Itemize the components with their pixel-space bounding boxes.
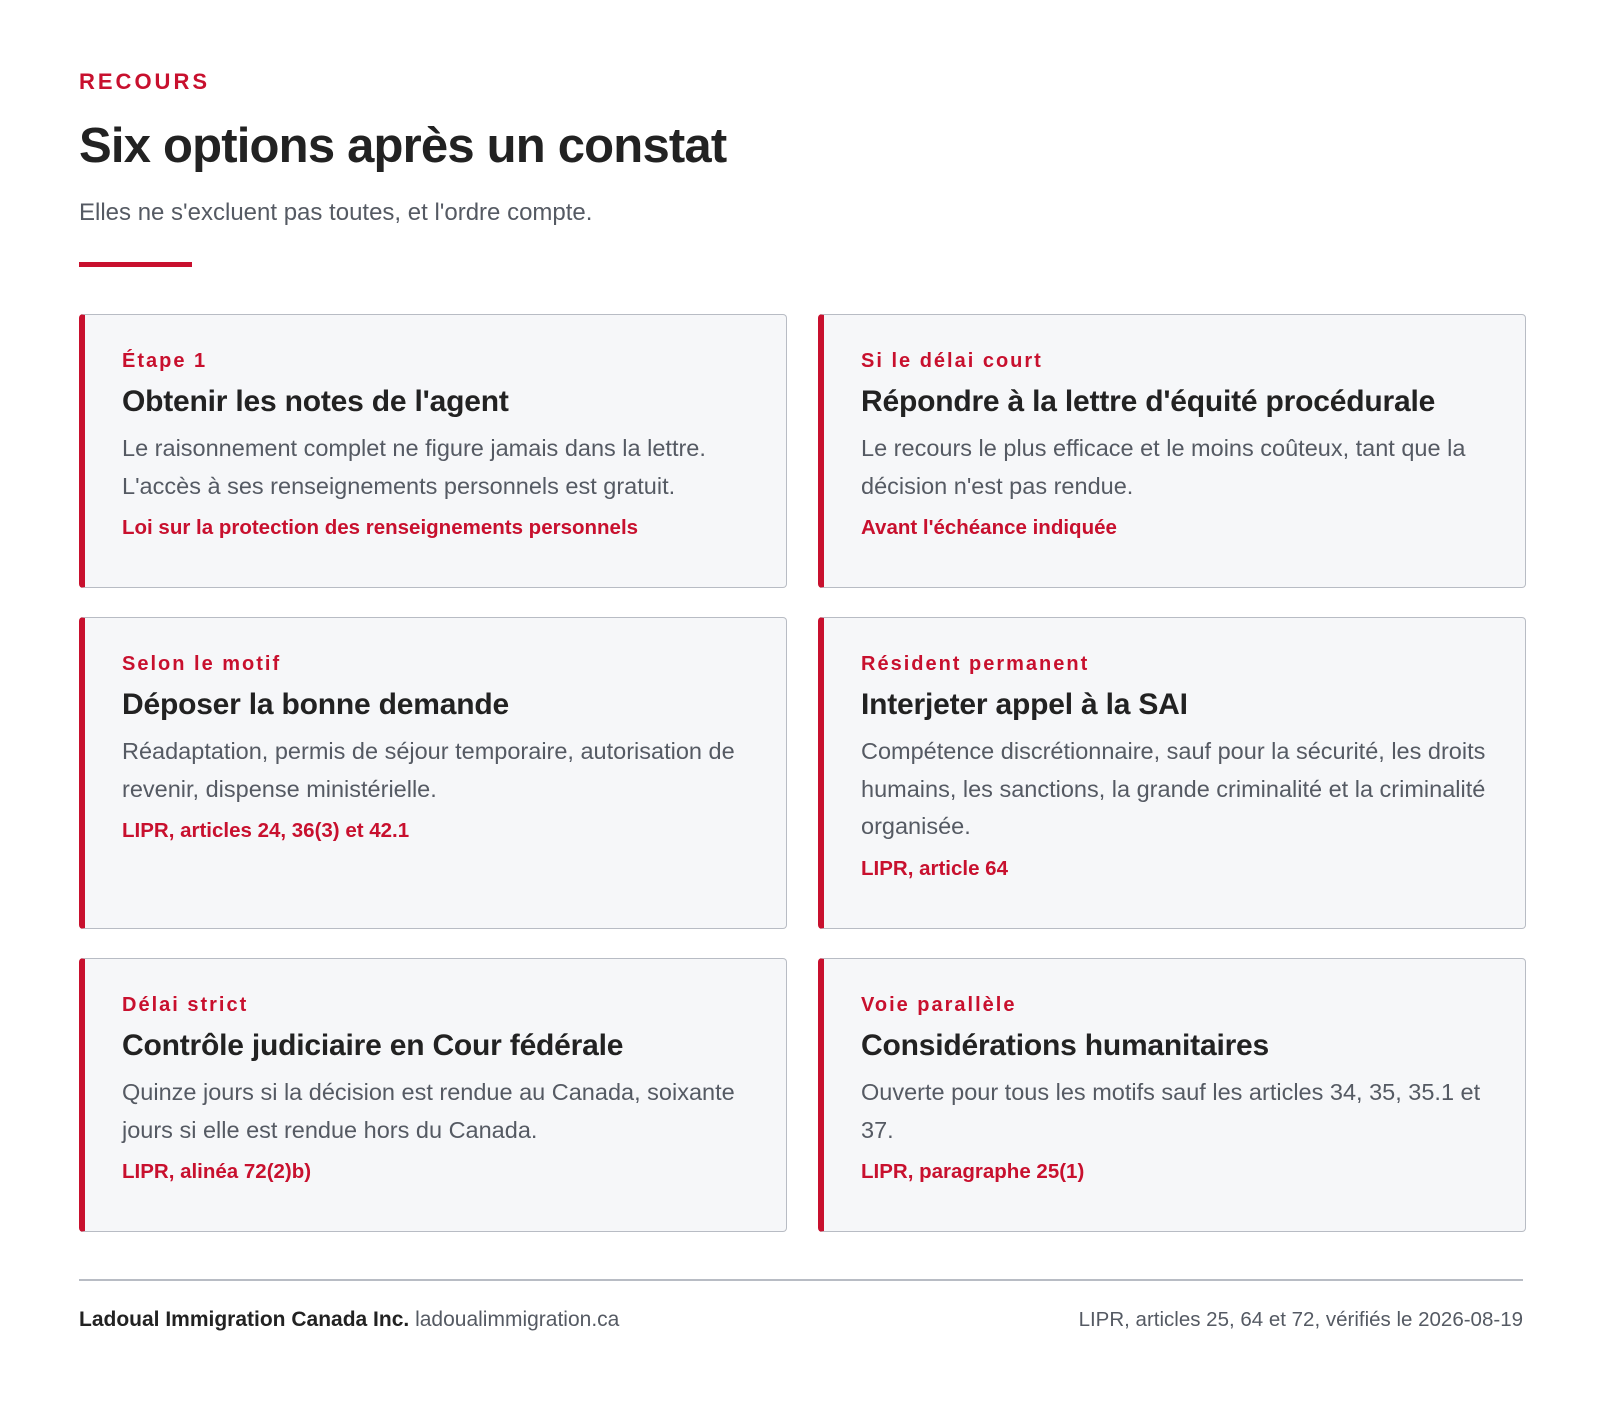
card-reference: LIPR, articles 24, 36(3) et 42.1	[122, 819, 410, 842]
card-body: Le recours le plus efficace et le moins coûteux, tant que la décision n'est pas rendue.	[861, 435, 1466, 499]
option-card-humanitarian	[818, 958, 1526, 1232]
card-heading: Contrôle judiciaire en Cour fédérale	[122, 1029, 624, 1062]
option-card-judicial-review	[79, 958, 787, 1232]
card-body: Compétence discrétionnaire, sauf pour la sécurité, les droits humains, les sanctions, la grande criminalité et la criminalité organisée.	[861, 738, 1486, 839]
card-tag: Voie parallèle	[861, 994, 1017, 1016]
eyebrow-label: RECOURS	[79, 69, 211, 94]
card-body: Le raisonnement complet ne figure jamais dans la lettre. L'accès à ses renseignements personnels est gratuit.	[122, 435, 706, 499]
footer-divider	[79, 1279, 1523, 1281]
option-card-iad-appeal	[818, 617, 1526, 929]
card-heading: Déposer la bonne demande	[122, 688, 509, 721]
card-heading: Considérations humanitaires	[861, 1029, 1270, 1062]
accent-divider	[79, 262, 192, 267]
card-heading: Obtenir les notes de l'agent	[122, 385, 509, 418]
card-tag: Résident permanent	[861, 653, 1090, 675]
page	[79, 0, 1523, 1401]
card-reference: Avant l'échéance indiquée	[861, 516, 1117, 539]
page-title: Six options après un constat	[79, 119, 727, 173]
page-subtitle: Elles ne s'excluent pas toutes, et l'ordre compte.	[79, 199, 593, 226]
card-body: Ouverte pour tous les motifs sauf les articles 34, 35, 35.1 et 37.	[861, 1079, 1481, 1143]
card-body: Quinze jours si la décision est rendue au Canada, soixante jours si elle est rendue hors du Canada.	[122, 1079, 735, 1143]
footer-website: ladoualimmigration.ca	[415, 1308, 620, 1331]
card-heading: Répondre à la lettre d'équité procédurale	[861, 385, 1436, 418]
footer-source-note: LIPR, articles 25, 64 et 72, vérifiés le 2026-08-19	[1078, 1308, 1523, 1331]
card-reference: LIPR, article 64	[861, 856, 1008, 880]
card-reference: Loi sur la protection des renseignements personnels	[122, 516, 639, 539]
option-card-notes	[79, 314, 787, 588]
footer-org-name: Ladoual Immigration Canada Inc.	[79, 1308, 410, 1331]
option-card-application	[79, 617, 787, 929]
card-tag: Délai strict	[122, 994, 249, 1016]
card-body: Réadaptation, permis de séjour temporaire, autorisation de revenir, dispense ministérielle.	[122, 738, 735, 802]
card-tag: Si le délai court	[861, 350, 1043, 372]
card-reference: LIPR, alinéa 72(2)b)	[122, 1160, 312, 1183]
card-tag: Étape 1	[122, 350, 208, 372]
card-reference: LIPR, paragraphe 25(1)	[861, 1160, 1085, 1183]
footer-credit	[79, 1307, 619, 1333]
card-tag: Selon le motif	[122, 653, 282, 675]
option-card-fairness-letter	[818, 314, 1526, 588]
card-heading: Interjeter appel à la SAI	[861, 688, 1188, 721]
